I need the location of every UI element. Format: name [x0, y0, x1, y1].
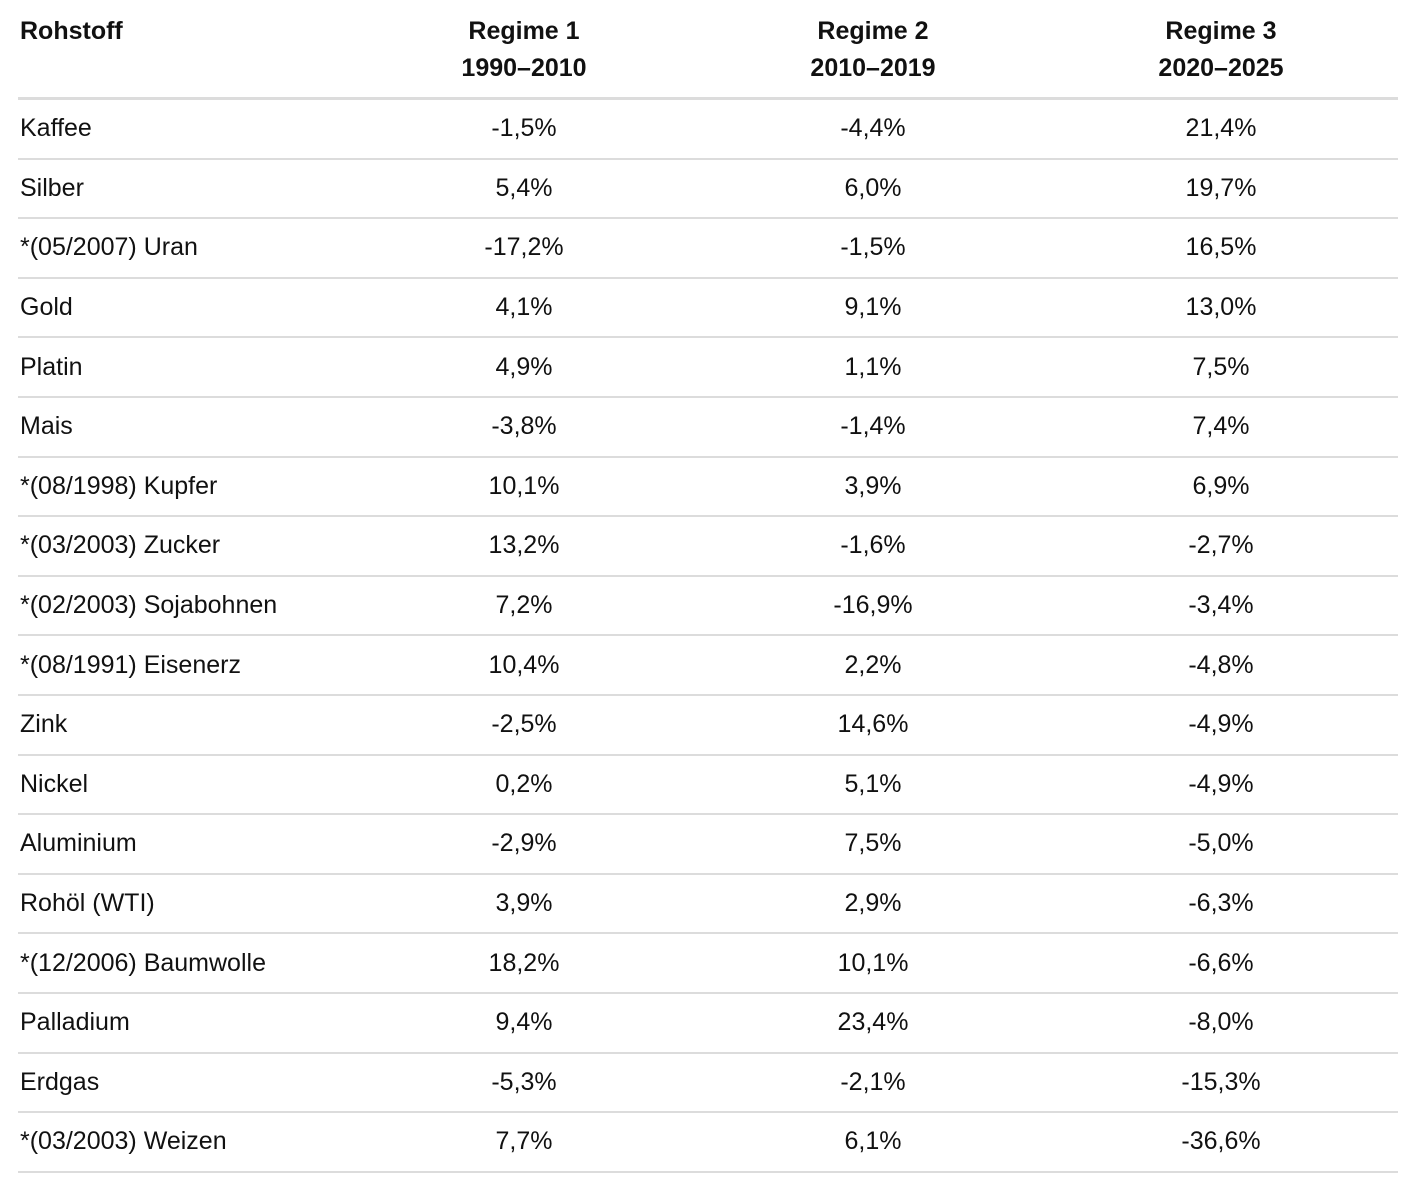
regime-2-return-cell: -16,9%	[702, 576, 1044, 636]
commodity-name-cell: *(05/2007) Uran	[18, 218, 346, 278]
regime-2-return-cell: -1,5%	[702, 218, 1044, 278]
regime-2-return-cell: -1,4%	[702, 397, 1044, 457]
table-row	[18, 635, 1398, 695]
regime-2-return-cell: 5,1%	[702, 755, 1044, 815]
regime-3-return-cell: -5,0%	[1044, 814, 1398, 874]
regime-1-return-cell: 10,4%	[346, 635, 702, 695]
regime-2-return-cell: 6,0%	[702, 159, 1044, 219]
regime-3-return-cell: 21,4%	[1044, 99, 1398, 159]
header-regime-2-title: Regime 2	[817, 17, 929, 45]
commodity-returns-table	[18, 0, 1398, 1173]
header-regime-1	[346, 0, 702, 99]
header-regime-3-period: 2020–2025	[1158, 54, 1284, 82]
header-row	[18, 0, 1398, 99]
table-row	[18, 397, 1398, 457]
header-regime-3-title: Regime 3	[1165, 17, 1277, 45]
commodity-name-cell: Aluminium	[18, 814, 346, 874]
commodity-name-cell: *(12/2006) Baumwolle	[18, 933, 346, 993]
regime-2-return-cell: 2,9%	[702, 874, 1044, 934]
table-row	[18, 278, 1398, 338]
table-row	[18, 457, 1398, 517]
regime-2-return-cell: 6,1%	[702, 1112, 1044, 1172]
regime-1-return-cell: -2,9%	[346, 814, 702, 874]
header-regime-1-title: Regime 1	[468, 17, 580, 45]
regime-1-return-cell: 3,9%	[346, 874, 702, 934]
table-row	[18, 159, 1398, 219]
table-row	[18, 1053, 1398, 1113]
regime-1-return-cell: 7,2%	[346, 576, 702, 636]
regime-1-return-cell: 5,4%	[346, 159, 702, 219]
regime-2-return-cell: 10,1%	[702, 933, 1044, 993]
regime-2-return-cell: -2,1%	[702, 1053, 1044, 1113]
regime-1-return-cell: -2,5%	[346, 695, 702, 755]
regime-2-return-cell: -4,4%	[702, 99, 1044, 159]
regime-2-return-cell: 2,2%	[702, 635, 1044, 695]
table-row	[18, 576, 1398, 636]
table-row	[18, 933, 1398, 993]
regime-1-return-cell: -17,2%	[346, 218, 702, 278]
table-row	[18, 814, 1398, 874]
commodity-name-cell: *(08/1998) Kupfer	[18, 457, 346, 517]
regime-2-return-cell: 23,4%	[702, 993, 1044, 1053]
regime-1-return-cell: 4,1%	[346, 278, 702, 338]
header-regime-1-period: 1990–2010	[461, 54, 587, 82]
regime-1-return-cell: -3,8%	[346, 397, 702, 457]
regime-3-return-cell: -8,0%	[1044, 993, 1398, 1053]
regime-2-return-cell: 3,9%	[702, 457, 1044, 517]
table-row	[18, 1112, 1398, 1172]
header-regime-2	[702, 0, 1044, 99]
header-commodity	[18, 0, 346, 99]
regime-3-return-cell: -6,3%	[1044, 874, 1398, 934]
regime-2-return-cell: 7,5%	[702, 814, 1044, 874]
commodity-name-cell: Palladium	[18, 993, 346, 1053]
table-body	[18, 99, 1398, 1172]
commodity-name-cell: Erdgas	[18, 1053, 346, 1113]
commodity-name-cell: Silber	[18, 159, 346, 219]
commodity-name-cell: *(02/2003) Sojabohnen	[18, 576, 346, 636]
commodity-name-cell: Gold	[18, 278, 346, 338]
commodity-name-cell: *(08/1991) Eisenerz	[18, 635, 346, 695]
regime-3-return-cell: -3,4%	[1044, 576, 1398, 636]
regime-3-return-cell: -2,7%	[1044, 516, 1398, 576]
commodity-name-cell: Kaffee	[18, 99, 346, 159]
regime-3-return-cell: -6,6%	[1044, 933, 1398, 993]
table-header	[18, 0, 1398, 99]
regime-2-return-cell: 9,1%	[702, 278, 1044, 338]
table-row	[18, 516, 1398, 576]
regime-1-return-cell: 9,4%	[346, 993, 702, 1053]
table-row	[18, 337, 1398, 397]
regime-1-return-cell: 4,9%	[346, 337, 702, 397]
regime-3-return-cell: 19,7%	[1044, 159, 1398, 219]
regime-3-return-cell: -4,9%	[1044, 755, 1398, 815]
table-row	[18, 993, 1398, 1053]
commodity-name-cell: Platin	[18, 337, 346, 397]
commodity-returns-table-container	[18, 0, 1398, 1173]
regime-3-return-cell: -4,9%	[1044, 695, 1398, 755]
regime-2-return-cell: 1,1%	[702, 337, 1044, 397]
regime-1-return-cell: -1,5%	[346, 99, 702, 159]
regime-3-return-cell: 7,4%	[1044, 397, 1398, 457]
regime-1-return-cell: 7,7%	[346, 1112, 702, 1172]
commodity-name-cell: Nickel	[18, 755, 346, 815]
regime-3-return-cell: 13,0%	[1044, 278, 1398, 338]
table-row	[18, 695, 1398, 755]
regime-2-return-cell: -1,6%	[702, 516, 1044, 576]
regime-3-return-cell: -15,3%	[1044, 1053, 1398, 1113]
regime-3-return-cell: 6,9%	[1044, 457, 1398, 517]
header-regime-2-period: 2010–2019	[810, 54, 936, 82]
commodity-name-cell: Zink	[18, 695, 346, 755]
regime-1-return-cell: -5,3%	[346, 1053, 702, 1113]
regime-1-return-cell: 13,2%	[346, 516, 702, 576]
regime-3-return-cell: -4,8%	[1044, 635, 1398, 695]
header-commodity-label: Rohstoff	[20, 17, 123, 45]
regime-2-return-cell: 14,6%	[702, 695, 1044, 755]
commodity-name-cell: Mais	[18, 397, 346, 457]
table-row	[18, 99, 1398, 159]
table-row	[18, 218, 1398, 278]
commodity-name-cell: *(03/2003) Zucker	[18, 516, 346, 576]
regime-1-return-cell: 18,2%	[346, 933, 702, 993]
regime-3-return-cell: 7,5%	[1044, 337, 1398, 397]
commodity-name-cell: *(03/2003) Weizen	[18, 1112, 346, 1172]
table-row	[18, 755, 1398, 815]
regime-1-return-cell: 0,2%	[346, 755, 702, 815]
table-row	[18, 874, 1398, 934]
commodity-name-cell: Rohöl (WTI)	[18, 874, 346, 934]
regime-3-return-cell: 16,5%	[1044, 218, 1398, 278]
regime-3-return-cell: -36,6%	[1044, 1112, 1398, 1172]
header-regime-3	[1044, 0, 1398, 99]
regime-1-return-cell: 10,1%	[346, 457, 702, 517]
